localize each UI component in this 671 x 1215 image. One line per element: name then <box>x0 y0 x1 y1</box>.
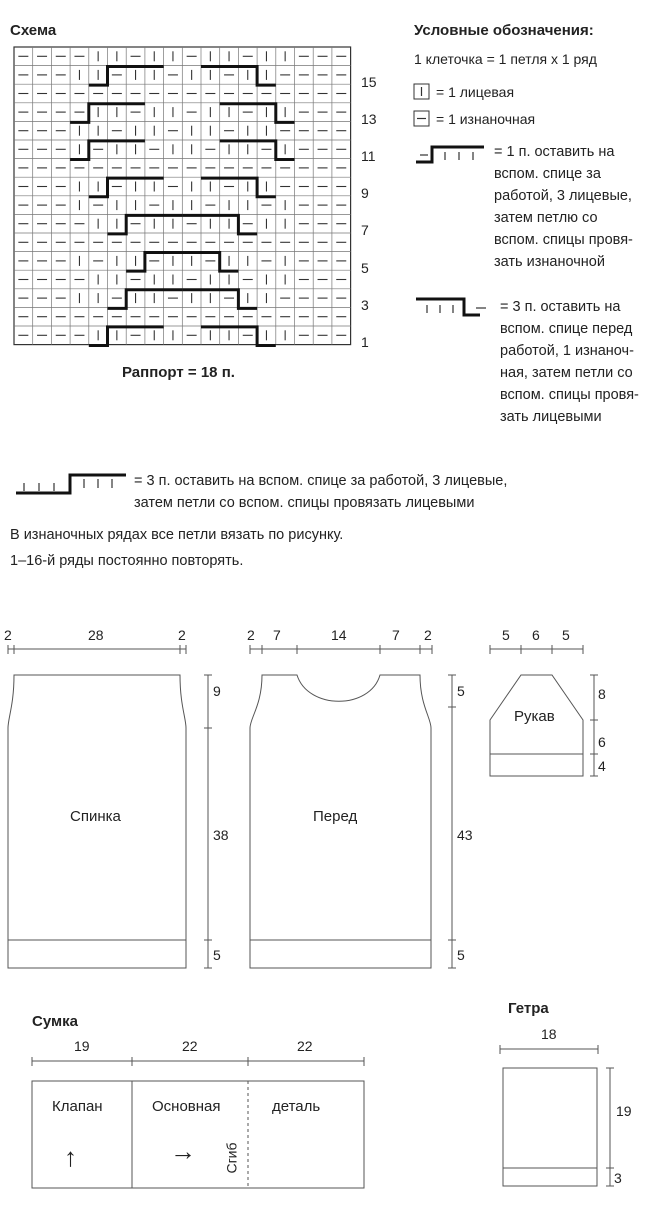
front-dim-2: 7 <box>273 627 281 643</box>
bag-dim-detail: 22 <box>297 1038 313 1054</box>
back-dim-body: 38 <box>213 827 229 843</box>
legend-cross1-line: вспом. спицы провя- <box>494 232 633 248</box>
gaiter-dim-width: 18 <box>541 1026 557 1042</box>
legend-cell-def: 1 клеточка = 1 петля х 1 ряд <box>414 51 597 67</box>
sleeve-label: Рукав <box>514 708 555 725</box>
back-dim-width: 28 <box>88 627 104 643</box>
scheme-title: Схема <box>10 22 57 39</box>
sleeve-dim-2: 6 <box>532 627 540 643</box>
note-line: 1–16-й ряды постоянно повторять. <box>10 553 244 569</box>
legend-cross2-line: зать лицевыми <box>500 409 602 425</box>
front-dim-5: 2 <box>424 627 432 643</box>
bag-flap-label: Клапан <box>52 1098 103 1115</box>
front-dim-4: 7 <box>392 627 400 643</box>
bag-detail-label: деталь <box>272 1098 321 1115</box>
bag-title: Сумка <box>32 1013 78 1030</box>
back-dim-left: 2 <box>4 627 12 643</box>
legend-cross2-line: = 3 п. оставить на <box>500 299 621 315</box>
legend-cross1-line: вспом. спице за <box>494 166 601 182</box>
front-dim-rib: 5 <box>457 947 465 963</box>
back-dim-armhole: 9 <box>213 683 221 699</box>
sleeve-dim-1: 5 <box>502 627 510 643</box>
row-number-7: 7 <box>361 222 369 238</box>
bag-dim-main: 22 <box>182 1038 198 1054</box>
legend-cross2-line: вспом. спицы провя- <box>500 387 639 403</box>
front-dim-neck: 5 <box>457 683 465 699</box>
note-line: В изнаночных рядах все петли вязать по рисунку. <box>10 527 344 543</box>
legend-cross1-line: затем петлю со <box>494 210 598 226</box>
row-number-5: 5 <box>361 260 369 276</box>
legend-cross2-line: вспом. спице перед <box>500 321 633 337</box>
row-number-13: 13 <box>361 111 377 127</box>
rapport-label: Раппорт = 18 п. <box>122 364 235 381</box>
legend-cross1-line: = 1 п. оставить на <box>494 144 615 160</box>
legend-purl: = 1 изнаночная <box>436 111 536 127</box>
row-number-9: 9 <box>361 185 369 201</box>
front-dim-3: 14 <box>331 627 347 643</box>
legend-knit: = 1 лицевая <box>436 84 515 100</box>
bag-main-label: Основная <box>152 1098 221 1115</box>
arrow-right-icon: → <box>170 1136 196 1166</box>
legend-cross1-line: работой, 3 лицевые, <box>494 188 632 204</box>
sleeve-dim-rib: 4 <box>598 758 606 774</box>
arrow-up-icon: ↑ <box>64 1142 77 1172</box>
legend-title: Условные обозначения: <box>414 22 594 39</box>
row-number-3: 3 <box>361 297 369 313</box>
legend-cross3-line: затем петли со вспом. спицы провязать лицевыми <box>134 495 475 511</box>
gaiter-dim-rib: 3 <box>614 1170 622 1186</box>
bag-fold-label: Сгиб <box>223 1142 240 1174</box>
back-dim-right: 2 <box>178 627 186 643</box>
row-number-15: 15 <box>361 74 377 90</box>
gaiter-dim-height: 19 <box>616 1103 632 1119</box>
front-dim-body: 43 <box>457 827 473 843</box>
back-dim-rib: 5 <box>213 947 221 963</box>
gaiter-title: Гетра <box>508 1000 549 1017</box>
row-number-11: 11 <box>361 148 376 164</box>
legend-cross2-line: ная, затем петли со <box>500 365 633 381</box>
legend-cross3-line: = 3 п. оставить на вспом. спице за работой, 3 лицевые, <box>134 473 508 489</box>
sleeve-dim-cap: 8 <box>598 686 606 702</box>
legend-cross1-line: зать изнаночной <box>494 254 605 270</box>
bag-dim-flap: 19 <box>74 1038 90 1054</box>
legend-cross2-line: работой, 1 изнаноч- <box>500 343 634 359</box>
sleeve-dim-3: 5 <box>562 627 570 643</box>
front-label: Перед <box>313 808 358 825</box>
front-dim-1: 2 <box>247 627 255 643</box>
row-number-1: 1 <box>361 334 369 350</box>
sleeve-dim-body: 6 <box>598 734 606 750</box>
back-label: Спинка <box>70 808 121 825</box>
